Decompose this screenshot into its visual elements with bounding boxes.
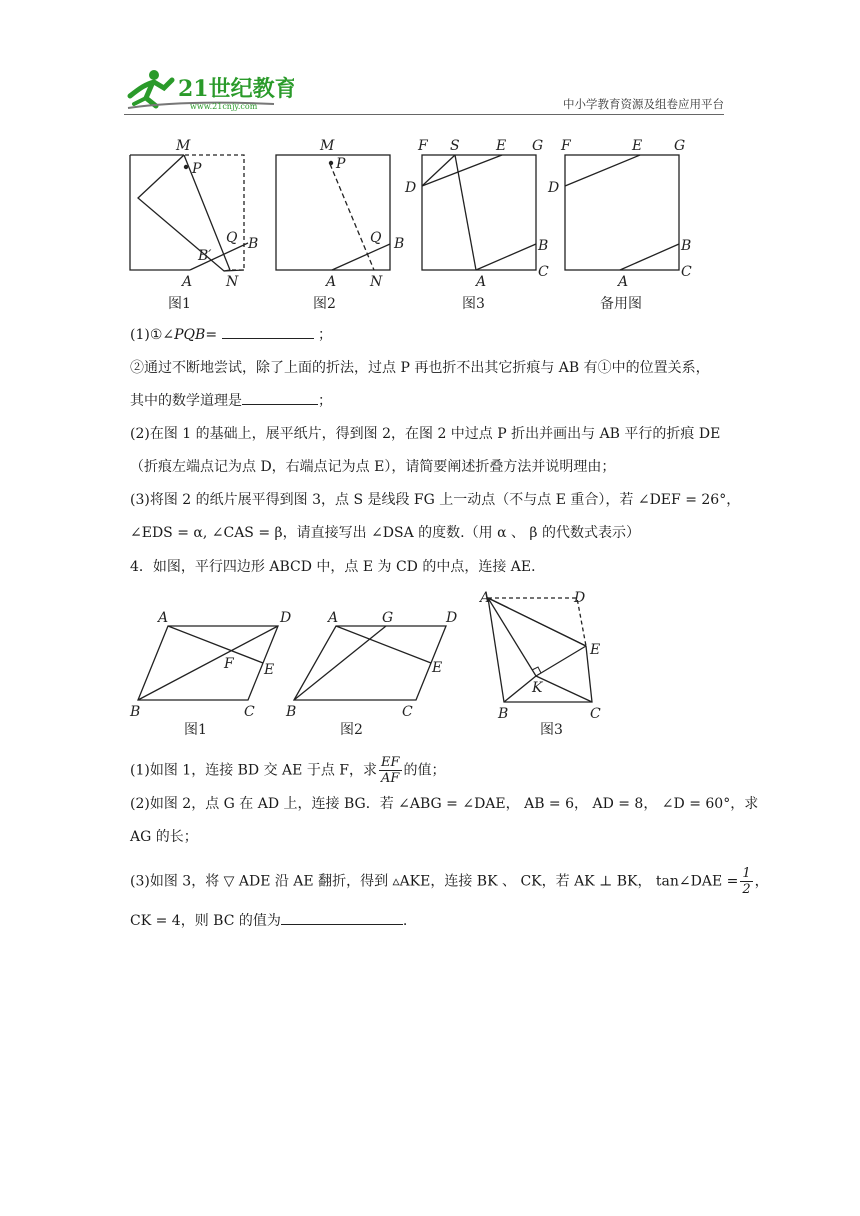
- q4-fig2-label-C: C: [402, 704, 413, 720]
- q4-part1: [130, 755, 446, 786]
- fig3-caption: 图3: [462, 296, 485, 312]
- q3-p1b-prefix: 其中的数学道理是: [130, 393, 242, 409]
- fig2-label-P: P: [336, 156, 346, 172]
- q3-part1b-line1: ②通过不断地尝试，除了上面的折法，过点 P 再也折不出其它折痕与 AB 有①中的位置关系，: [130, 360, 710, 376]
- fold-figures: [120, 134, 720, 314]
- fig4-label-B: B: [681, 238, 692, 254]
- q4-p3-line2-end: .: [402, 913, 408, 929]
- q4-fig3-label-K: K: [532, 680, 543, 696]
- fig2-label-Q: Q: [370, 230, 382, 246]
- q4-fig3-label-C: C: [590, 706, 601, 722]
- page-header: [124, 66, 724, 118]
- fig3-label-F: F: [418, 138, 428, 154]
- q3-part1b-line2: [130, 390, 332, 412]
- q3-part1a: [130, 324, 332, 346]
- q4-fig1-label-D: D: [280, 610, 292, 626]
- fig2-label-M: M: [320, 138, 335, 154]
- fig4-label-G: G: [674, 138, 686, 154]
- fig3-label-G: G: [532, 138, 544, 154]
- figure-row-2: [120, 586, 620, 746]
- q4-fig1-label-C: C: [244, 704, 255, 720]
- q3-part3-line2: ∠EDS = α, ∠CAS = β，请直接写出 ∠DSA 的度数.（用 α 、 β 的代数式表示）: [130, 525, 640, 541]
- q4-fig3-label-A: A: [480, 590, 491, 606]
- q4-part2-line1: (2)如图 2，点 G 在 AD 上，连接 BG．若 ∠ABG = ∠DAE， AB = 6， AD = 8， ∠D = 60°，求: [130, 796, 759, 812]
- fig4-label-D: D: [548, 180, 560, 196]
- q3-p1a-prefix: (1)①∠: [130, 327, 175, 343]
- fig1-label-N: N: [226, 274, 239, 290]
- q4-part3-line1: [130, 866, 769, 897]
- fig4-caption: 备用图: [600, 296, 642, 312]
- fig2-label-B: B: [394, 236, 405, 252]
- fig4-label-C: C: [681, 264, 692, 280]
- fig1-drawing: [130, 155, 248, 271]
- q4-p3-line2-prefix: CK = 4，则 BC 的值为: [130, 913, 281, 929]
- q4-p1-fraction: [379, 755, 402, 786]
- fig3-drawing: [422, 155, 536, 270]
- q4-fig2-label-D: D: [446, 610, 458, 626]
- fig3-label-D: D: [405, 180, 417, 196]
- q4-part2-line2: AG 的长；: [130, 829, 198, 845]
- q4-p1-suffix: 的值；: [403, 762, 446, 779]
- fig2-label-A: A: [326, 274, 337, 290]
- fig2-caption: 图2: [313, 296, 336, 312]
- runner-logo-icon: [124, 66, 294, 112]
- fig2-drawing: [276, 155, 390, 270]
- q3-part2-line2: （折痕左端点记为点 D，右端点记为点 E），请简要阐述折叠方法并说明理由；: [130, 459, 616, 475]
- answer-blank-3[interactable]: [281, 910, 403, 925]
- q3-p1a-var: PQB: [174, 327, 206, 343]
- fig3-label-C: C: [538, 264, 549, 280]
- q4-fig2-label-B: B: [286, 704, 297, 720]
- fig3-label-E: E: [496, 138, 507, 154]
- q4-p1-frac-num: EF: [381, 755, 400, 770]
- answer-blank-1[interactable]: [222, 324, 314, 339]
- q3-part3-line1: (3)将图 2 的纸片展平得到图 3，点 S 是线段 FG 上一动点（不与点 E 重合），若 ∠DEF = 26°，: [130, 492, 741, 508]
- q4-fig1-caption: 图1: [184, 722, 207, 738]
- parallelogram-figures: [120, 586, 620, 746]
- q3-p1b-end: ；: [318, 393, 332, 409]
- fig4-label-A: A: [618, 274, 629, 290]
- fig1-label-P: P: [192, 161, 202, 177]
- q4-part3-line2: [130, 910, 407, 932]
- q4-fig1-label-F: F: [224, 656, 234, 672]
- fig1-label-A: A: [182, 274, 193, 290]
- q4-p3-frac-num: 1: [742, 866, 751, 881]
- q4-fig2-label-E: E: [432, 660, 443, 676]
- platform-name: 中小学教育资源及组卷应用平台: [563, 97, 724, 111]
- fig1-label-Bprime: B′: [198, 248, 212, 264]
- q3-p1a-suffix: =: [205, 327, 218, 343]
- fig4-label-E: E: [632, 138, 643, 154]
- q4-fig1-label-E: E: [264, 662, 275, 678]
- fig3-label-S: S: [450, 138, 460, 154]
- logo-url: www.21cnjy.com: [190, 102, 258, 111]
- fig4-label-F: F: [561, 138, 571, 154]
- q4-p3-frac-den: 2: [742, 882, 751, 897]
- site-logo: [124, 66, 294, 116]
- fig1-label-Q: Q: [226, 230, 238, 246]
- q3-p1a-end: ；: [317, 327, 332, 343]
- q4-fig3-caption: 图3: [540, 722, 563, 738]
- q4-fig1-label-A: A: [158, 610, 169, 626]
- q4-fig2-label-G: G: [382, 610, 394, 626]
- q4-p1-frac-den: AF: [381, 771, 400, 786]
- q4-intro: 4．如图，平行四边形 ABCD 中，点 E 为 CD 的中点，连接 AE．: [130, 559, 546, 575]
- fig3-label-A: A: [476, 274, 487, 290]
- fig4-drawing: [565, 155, 679, 270]
- q4-fig3-label-B: B: [498, 706, 509, 722]
- q4-p3-fraction: [740, 866, 752, 897]
- q4-fig2-caption: 图2: [340, 722, 363, 738]
- fig1-label-B: B: [248, 236, 259, 252]
- q4-p1-prefix: (1)如图 1，连接 BD 交 AE 于点 F，求: [130, 762, 377, 779]
- q4-p3-end: ，: [754, 873, 769, 890]
- q4-fig2-label-A: A: [328, 610, 339, 626]
- fig3-label-B: B: [538, 238, 549, 254]
- logo-text: 21世纪教育: [178, 76, 294, 102]
- fig1-label-M: M: [176, 138, 191, 154]
- fig1-caption: 图1: [168, 296, 191, 312]
- fig2-label-N: N: [370, 274, 383, 290]
- q4-fig1-label-B: B: [130, 704, 141, 720]
- q4-p3-prefix: (3)如图 3，将 ▽ ADE 沿 AE 翻折，得到 ▵AKE，连接 BK 、 CK，若 AK ⊥ BK， tan∠DAE =: [130, 873, 739, 890]
- q3-part2-line1: (2)在图 1 的基础上，展平纸片，得到图 2，在图 2 中过点 P 折出并画出与 AB 平行的折痕 DE: [130, 426, 721, 442]
- q4-fig3-label-D: D: [574, 590, 586, 606]
- header-divider: [124, 114, 724, 115]
- q4-fig3-label-E: E: [590, 642, 601, 658]
- figure-row-1: [120, 134, 720, 314]
- answer-blank-2[interactable]: [242, 390, 318, 405]
